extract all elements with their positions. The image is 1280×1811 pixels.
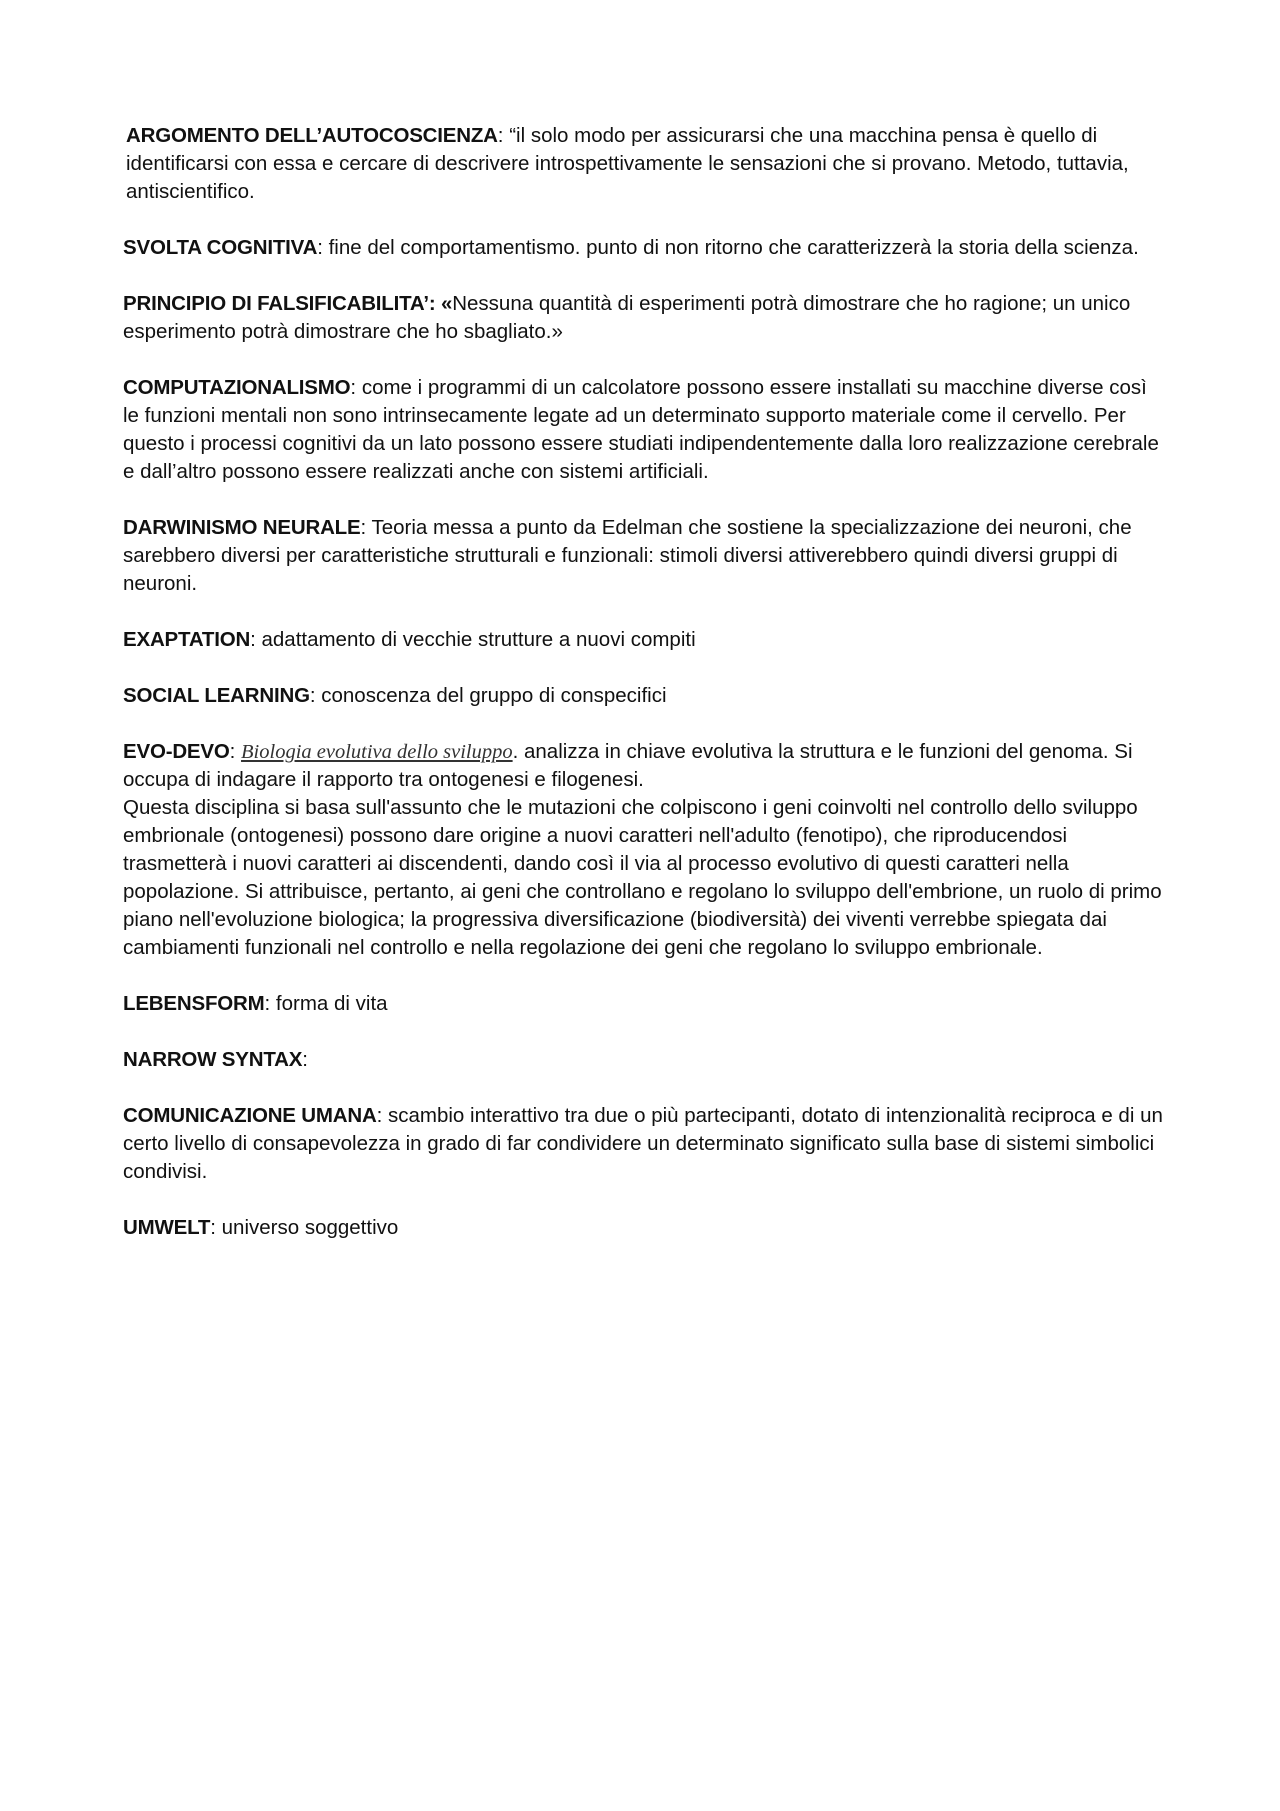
entry-term: ARGOMENTO DELL’AUTOCOSCIENZA [126, 124, 498, 147]
entry-separator: : [309, 684, 322, 707]
entry-definition: come i programmi di un calcolatore possono essere installati su macchine diverse così le funzioni mentali non sono intrinsecamente legate ad un determinato supporto materiale come il cervello. Per questo i processi cognitivi da un lato possono essere studiati indipendentemente dalla loro realizzazione cerebrale e dall’altro possono essere realizzati anche con sistemi artificiali. [123, 376, 1159, 483]
entry-computazionalismo [123, 374, 1163, 486]
entry-separator: : [250, 628, 262, 651]
entry-paragraph [123, 738, 1163, 794]
entry-separator: : [229, 740, 242, 763]
entry-separator: : [497, 124, 510, 147]
entry-definition: forma di vita [275, 992, 388, 1015]
entry-definition: Nessuna quantità di esperimenti potrà dimostrare che ho ragione; un unico esperimento potrà dimostrare che ho sbagliato.» [123, 292, 1131, 343]
entry-term: UMWELT [123, 1216, 211, 1239]
entry-definition: “il solo modo per assicurarsi che una macchina pensa è quello di identificarsi con essa e cercare di descrivere introspettivamente le sensazioni che si provano. Metodo, tuttavia, antiscientifico. [126, 124, 1129, 203]
entry-evo-devo [123, 738, 1163, 962]
entry-paragraph [123, 1102, 1163, 1186]
biologia-evolutiva-link[interactable]: Biologia evolutiva dello sviluppo [241, 741, 513, 763]
entry-term: LEBENSFORM [123, 992, 265, 1015]
entry-definition: . analizza in chiave evolutiva la struttura e le funzioni del genoma. Si occupa di indagare il rapporto tra ontogenesi e filogenesi. [123, 740, 1133, 791]
entry-term: SOCIAL LEARNING [123, 684, 310, 707]
entry-paragraph [123, 234, 1163, 262]
entry-narrow-syntax [123, 1046, 1163, 1074]
entry-exaptation [123, 626, 1163, 654]
entry-social-learning [123, 682, 1163, 710]
entry-definition: conoscenza del gruppo di conspecifici [321, 684, 667, 707]
entry-separator: : [360, 516, 372, 539]
entry-term: DARWINISMO NEURALE [123, 516, 361, 539]
entry-separator: : [210, 1216, 222, 1239]
entry-paragraph [123, 290, 1163, 346]
entry-argomento-autocoscienza [123, 122, 1163, 206]
entry-umwelt [123, 1214, 1163, 1242]
entry-paragraph [123, 682, 1163, 710]
entry-paragraph [123, 374, 1163, 486]
entry-separator: : [264, 992, 276, 1015]
entry-comunicazione-umana [123, 1102, 1163, 1186]
entry-term: COMUNICAZIONE UMANA [123, 1104, 377, 1127]
entry-definition: universo soggettivo [221, 1216, 399, 1239]
entry-svolta-cognitiva [123, 234, 1163, 262]
entry-lebensform [123, 990, 1163, 1018]
entry-principio-falsificabilita [123, 290, 1163, 346]
entry-term: EXAPTATION [123, 628, 251, 651]
entry-definition: Teoria messa a punto da Edelman che sostiene la specializzazione dei neuroni, che sarebbero diversi per caratteristiche strutturali e funzionali: stimoli diversi attiverebbero quindi diversi gruppi di neuroni. [123, 516, 1132, 595]
entry-definition: scambio interattivo tra due o più partecipanti, dotato di intenzionalità reciproca e di un certo livello di consapevolezza in grado di far condividere un determinato significato sulla base di sistemi simbolici condivisi. [123, 1104, 1163, 1183]
entry-definition: adattamento di vecchie strutture a nuovi compiti [261, 628, 696, 651]
entry-paragraph [123, 1046, 1163, 1074]
entry-term: NARROW SYNTAX [123, 1048, 303, 1071]
entry-paragraph [123, 626, 1163, 654]
entry-term: COMPUTAZIONALISMO [123, 376, 351, 399]
entry-separator: : [376, 1104, 388, 1127]
entry-paragraph [123, 122, 1163, 206]
entry-separator: : [317, 236, 329, 259]
entry-paragraph [123, 990, 1163, 1018]
entry-darwinismo-neurale [123, 514, 1163, 598]
entry-separator: : [302, 1048, 308, 1071]
entry-term: SVOLTA COGNITIVA [123, 236, 318, 259]
entry-term: EVO-DEVO [123, 740, 230, 763]
entry-separator: : [350, 376, 362, 399]
entry-paragraph [123, 514, 1163, 598]
entry-definition: fine del comportamentismo. punto di non ritorno che caratterizzerà la storia della scienza. [328, 236, 1139, 259]
evo-devo-explanation: Questa disciplina si basa sull'assunto che le mutazioni che colpiscono i geni coinvolti nel controllo dello sviluppo embrionale (ontogenesi) possono dare origine a nuovi caratteri nell'adulto (fenotipo), che riproducendosi trasmetterà i nuovi caratteri ai discendenti, dando così il via al processo evolutivo di questi caratteri nella popolazione. Si attribuisce, pertanto, ai geni che controllano e regolano lo sviluppo dell'embrione, un ruolo di primo piano nell'evoluzione biologica; la progressiva diversificazione (biodiversità) dei viventi verrebbe spiegata dai cambiamenti funzionali nel controllo e nella regolazione dei geni che regolano lo sviluppo embrionale. [123, 796, 1162, 959]
entry-term: PRINCIPIO DI FALSIFICABILITA’: « [123, 292, 453, 315]
document-page [123, 122, 1163, 1270]
entry-paragraph [123, 1214, 1163, 1242]
